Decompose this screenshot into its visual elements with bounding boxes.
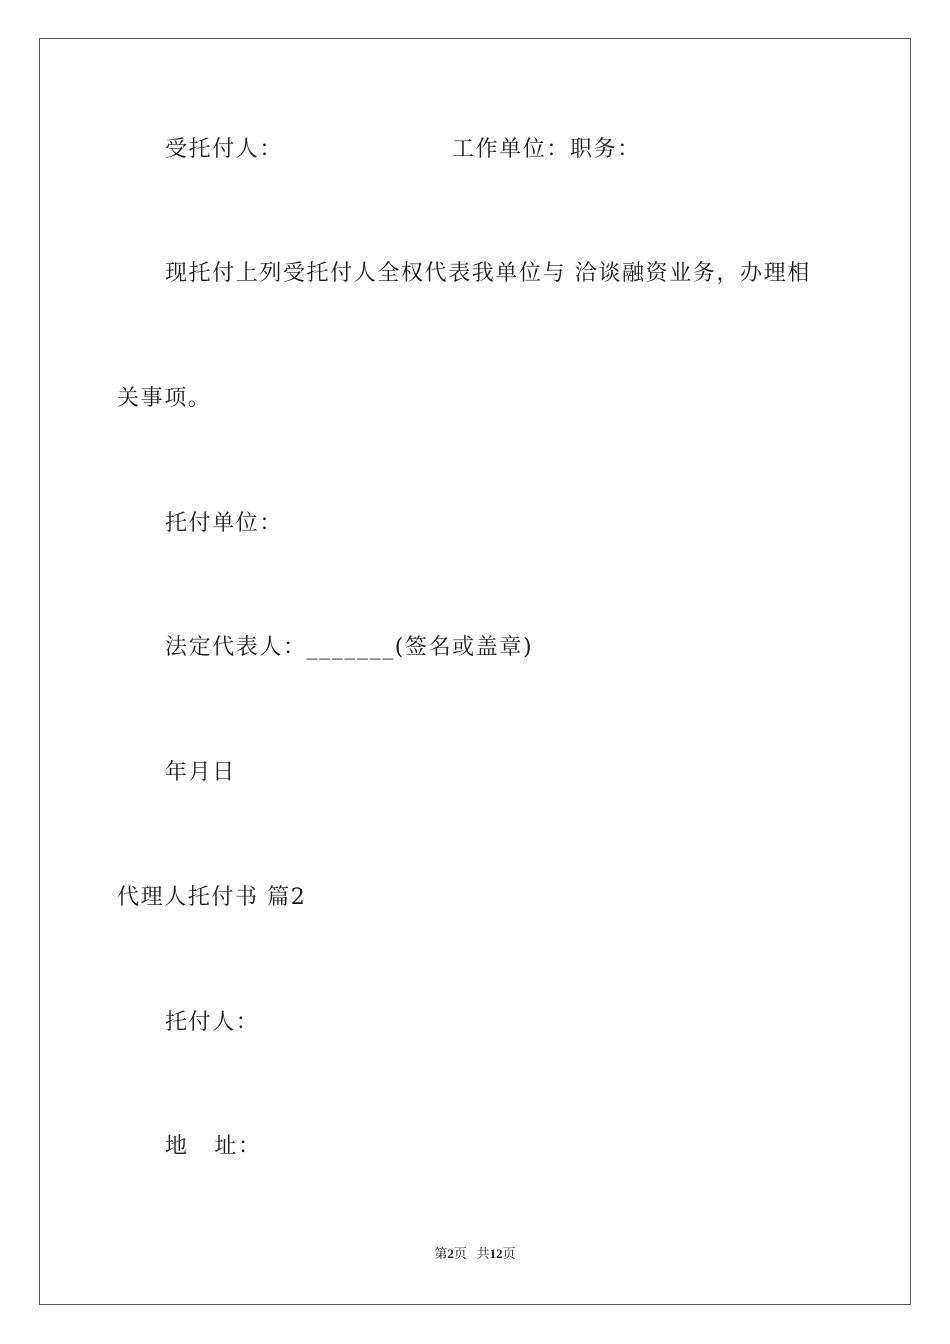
page-number-footer <box>0 1245 950 1263</box>
entrustee-label: 受托付人： <box>165 137 284 162</box>
date-label: 年月日 <box>165 760 236 785</box>
total-prefix: 共 <box>476 1246 490 1261</box>
section-title: 代理人托付书 篇2 <box>117 885 307 910</box>
page-current: 2 <box>447 1246 454 1261</box>
page-prefix: 第 <box>434 1246 448 1261</box>
entrusting-unit-label: 托付单位： <box>165 511 284 536</box>
entruster-label: 托付人： <box>165 1010 260 1035</box>
authorization-text-line-1: 现托付上列受托付人全权代表我单位与 洽谈融资业务，办理相 <box>165 261 811 286</box>
page-suffix: 页 <box>453 1246 467 1261</box>
page-border <box>39 38 911 1305</box>
authorization-text-line-2: 关事项。 <box>117 386 212 411</box>
total-suffix: 页 <box>502 1246 516 1261</box>
page-total: 12 <box>489 1246 503 1261</box>
work-unit-position-label: 工作单位：职务： <box>452 137 641 162</box>
address-label: 地 址： <box>165 1134 262 1159</box>
legal-representative-label: 法定代表人：_______(签名或盖章) <box>165 635 534 660</box>
